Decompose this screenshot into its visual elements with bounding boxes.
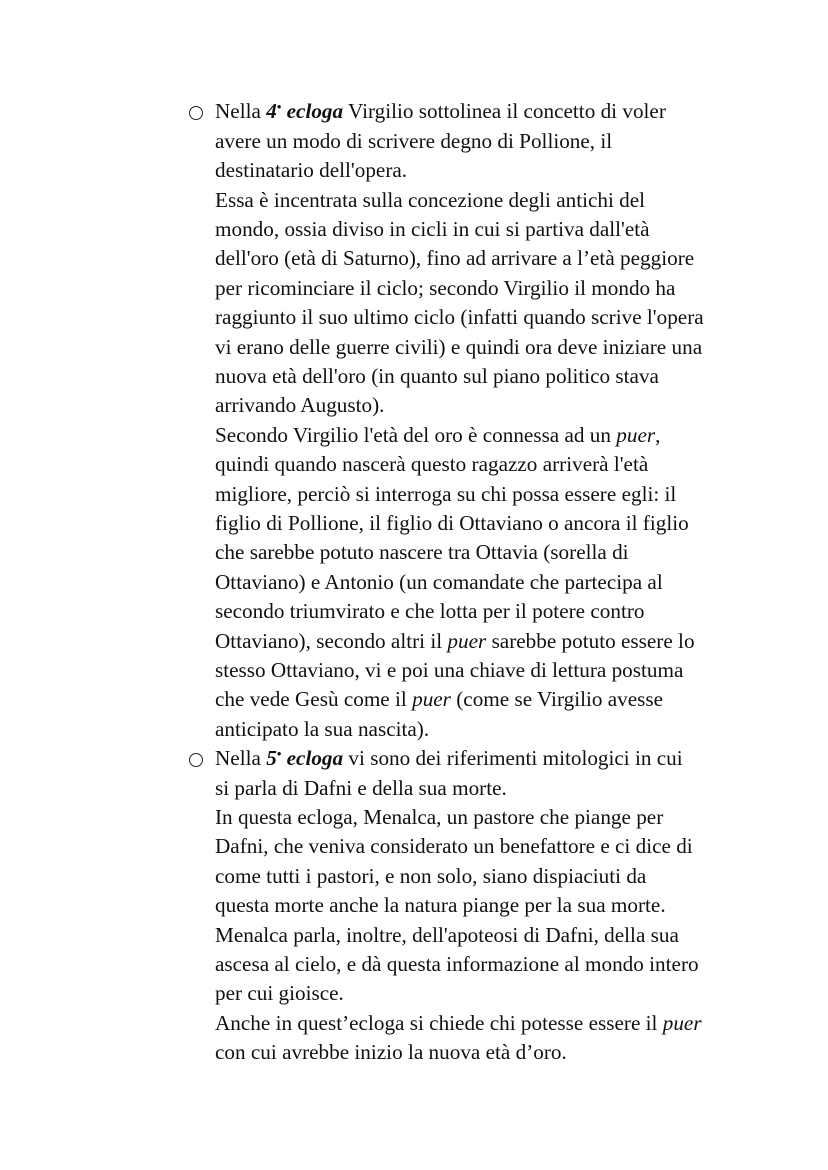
text-line: secondo triumvirato e che lotta per il potere contro	[215, 599, 645, 623]
text-line: Essa è incentrata sulla concezione degli antichi del	[215, 188, 646, 212]
heading-rest: vi sono dei riferimenti mitologici in cui	[343, 746, 683, 770]
text-line: mondo, ossia diviso in cicli in cui si partiva dall'età	[215, 217, 650, 241]
text-line: con cui avrebbe inizio la nuova età d’oro.	[215, 1040, 567, 1064]
heading-keyword: ecloga	[286, 746, 344, 770]
text-line: dell'oro (età di Saturno), fino ad arrivare a l’età peggiore	[215, 246, 695, 270]
puer-term: puer	[447, 629, 487, 653]
text-line: Ottaviano), secondo altri il puer sarebbe potuto essere lo	[215, 629, 695, 653]
text-line: In questa ecloga, Menalca, un pastore che piange per	[215, 805, 664, 829]
text-line: stesso Ottaviano, vi e poi una chiave di lettura postuma	[215, 658, 684, 682]
degree-mark: •	[276, 98, 282, 114]
heading-prefix: Nella	[215, 746, 267, 770]
text-line: anticipato la sua nascita).	[215, 717, 430, 741]
text-line: ascesa al cielo, e dà questa informazione al mondo intero	[215, 952, 699, 976]
text-line: nuova età dell'oro (in quanto sul piano politico stava	[215, 364, 659, 388]
hollow-circle-bullet-icon	[189, 753, 203, 767]
heading-keyword: ecloga	[286, 99, 344, 123]
heading-number: 5• ecloga	[266, 745, 344, 770]
heading-number: 4• ecloga	[266, 98, 344, 123]
text-line: destinatario dell'opera.	[215, 158, 408, 182]
bullet-heading	[215, 744, 683, 773]
puer-term: puer	[662, 1011, 702, 1035]
text-line: figlio di Pollione, il figlio di Ottaviano o ancora il figlio	[215, 511, 689, 535]
text-line: quindi quando nascerà questo ragazzo arriverà l'età	[215, 452, 649, 476]
text-line: Dafni, che veniva considerato un benefattore e ci dice di	[215, 834, 693, 858]
text-line: che vede Gesù come il puer (come se Virgilio avesse	[215, 687, 664, 711]
text-line: arrivando Augusto).	[215, 393, 385, 417]
text-line: Menalca parla, inoltre, dell'apoteosi di Dafni, della sua	[215, 923, 679, 947]
text-line: per cui gioisce.	[215, 981, 344, 1005]
text-line: che sarebbe potuto nascere tra Ottavia (sorella di	[215, 540, 629, 564]
puer-term: puer	[412, 687, 451, 711]
heading-prefix: Nella	[215, 99, 267, 123]
puer-term: puer	[616, 423, 656, 447]
text-line: raggiunto il suo ultimo ciclo (infatti quando scrive l'opera	[215, 305, 704, 329]
text-line: Anche in quest’ecloga si chiede chi potesse essere il puer	[215, 1011, 702, 1035]
text-line: migliore, perciò si interroga su chi possa essere egli: il	[215, 482, 677, 506]
text-line: avere un modo di scrivere degno di Pollione, il	[215, 129, 613, 153]
hollow-circle-bullet-icon	[189, 106, 203, 120]
text-line: Ottaviano) e Antonio (un comandate che partecipa al	[215, 570, 663, 594]
text-line: Secondo Virgilio l'età del oro è connessa ad un puer,	[215, 423, 661, 447]
text-line: per ricominciare il ciclo; secondo Virgilio il mondo ha	[215, 276, 676, 300]
bullet-heading	[215, 97, 666, 126]
text-line: vi erano delle guerre civili) e quindi ora deve iniziare una	[215, 335, 703, 359]
text-line: questa morte anche la natura piange per la sua morte.	[215, 893, 666, 917]
heading-rest: Virgilio sottolinea il concetto di voler	[343, 99, 666, 123]
text-line: si parla di Dafni e della sua morte.	[215, 776, 507, 800]
degree-mark: •	[276, 745, 282, 761]
text-line: come tutti i pastori, e non solo, siano dispiaciuti da	[215, 864, 647, 888]
